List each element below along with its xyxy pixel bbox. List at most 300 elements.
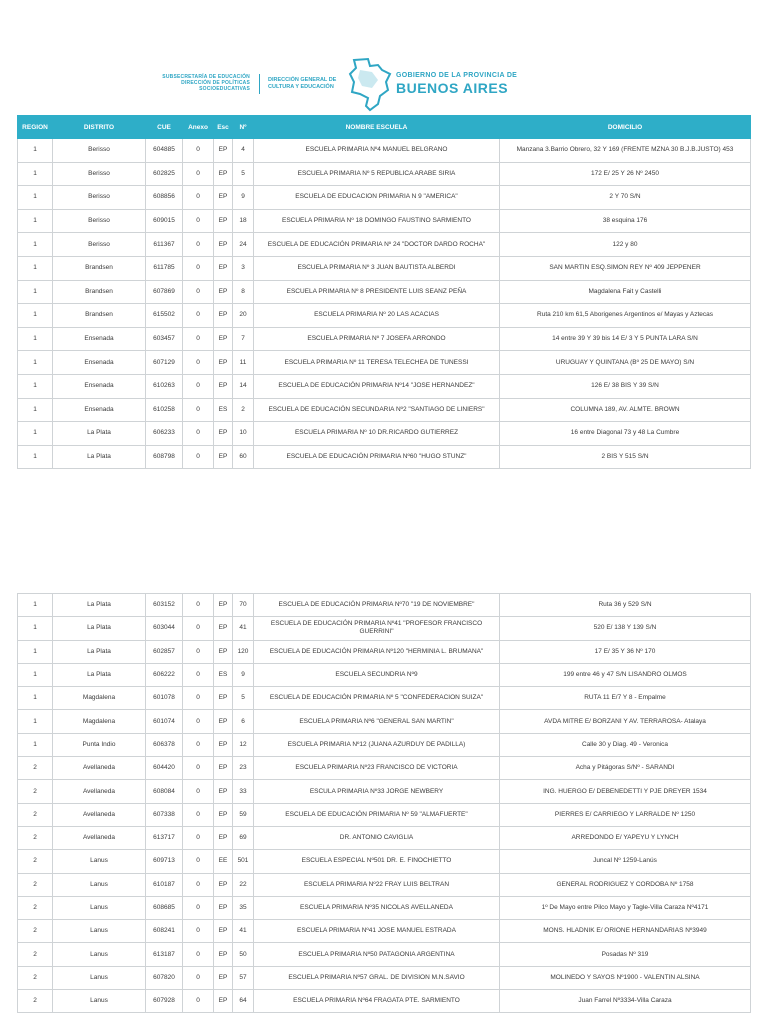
anexo-cell: 0: [183, 280, 214, 304]
numero-cell: 7: [233, 327, 254, 351]
table-row: [18, 850, 751, 873]
table-row: [18, 826, 751, 849]
numero-cell: 5: [233, 162, 254, 186]
cue-cell: 609015: [146, 209, 183, 233]
anexo-cell: 0: [183, 422, 214, 446]
domicilio-cell: URUGUAY Y QUINTANA (Bº 25 DE MAYO) S/N: [500, 351, 751, 375]
nombre-escuela-cell: ESCUELA DE EDUCACIÓN SECUNDARIA Nº2 "SANTIAGO DE LINIERS": [254, 398, 500, 422]
cue-cell: 615502: [146, 304, 183, 328]
table-row: [18, 398, 751, 422]
cue-cell: 610263: [146, 374, 183, 398]
table-header-row: [18, 116, 751, 139]
table-row: [18, 943, 751, 966]
esc-cell: EP: [214, 966, 233, 989]
nombre-escuela-cell: ESCUELA PRIMARIA Nº 5 REPUBLICA ARABE SIRIA: [254, 162, 500, 186]
domicilio-cell: Acha y Pitágoras S/Nº - SARANDI: [500, 757, 751, 780]
anexo-cell: 0: [183, 943, 214, 966]
anexo-cell: 0: [183, 304, 214, 328]
esc-cell: EP: [214, 826, 233, 849]
distrito-cell: Brandsen: [53, 256, 146, 280]
table-body-page-1: [18, 139, 751, 469]
table-row: [18, 803, 751, 826]
nombre-escuela-cell: ESCUELA DE EDUCACIÓN PRIMARIA Nº70 "19 DE NOVIEMBRE": [254, 594, 500, 617]
cue-cell: 606378: [146, 733, 183, 756]
region-cell: 1: [18, 233, 53, 257]
region-cell: 1: [18, 445, 53, 469]
numero-cell: 3: [233, 256, 254, 280]
region-cell: 1: [18, 374, 53, 398]
region-cell: 1: [18, 733, 53, 756]
distrito-cell: Avellaneda: [53, 780, 146, 803]
table-row: [18, 687, 751, 710]
numero-cell: 22: [233, 873, 254, 896]
esc-cell: EP: [214, 920, 233, 943]
subsecretaria-line: SUBSECRETARÍA DE EDUCACIÓN: [162, 74, 250, 80]
distrito-cell: Avellaneda: [53, 803, 146, 826]
domicilio-cell: 199 entre 46 y 47 S/N LISANDRO OLMOS: [500, 663, 751, 686]
cue-cell: 602857: [146, 640, 183, 663]
domicilio-cell: 17 E/ 35 Y 36 Nº 170: [500, 640, 751, 663]
domicilio-cell: GENERAL RODRIGUEZ Y CORDOBA Nº 1758: [500, 873, 751, 896]
region-cell: 1: [18, 687, 53, 710]
esc-cell: EP: [214, 990, 233, 1013]
distrito-cell: Lanus: [53, 873, 146, 896]
distrito-cell: Lanus: [53, 896, 146, 919]
region-cell: 1: [18, 327, 53, 351]
region-cell: 1: [18, 304, 53, 328]
table-row: [18, 780, 751, 803]
nombre-escuela-cell: ESCUELA DE EDUCACION PRIMARIA N 9 "AMERICA": [254, 186, 500, 210]
esc-cell: EP: [214, 780, 233, 803]
anexo-cell: 0: [183, 990, 214, 1013]
esc-cell: EP: [214, 139, 233, 163]
nombre-escuela-cell: ESCUELA PRIMARIA Nº57 GRAL. DE DIVISION M.N.SAVIO: [254, 966, 500, 989]
esc-cell: EP: [214, 233, 233, 257]
region-cell: 2: [18, 850, 53, 873]
region-cell: 1: [18, 594, 53, 617]
region-cell: 1: [18, 139, 53, 163]
region-cell: 2: [18, 826, 53, 849]
domicilio-cell: 2 BIS Y 515 S/N: [500, 445, 751, 469]
region-cell: 1: [18, 398, 53, 422]
cue-cell: 603457: [146, 327, 183, 351]
distrito-cell: Lanus: [53, 966, 146, 989]
table-row: [18, 733, 751, 756]
nombre-escuela-cell: ESCUELA PRIMARIA Nº50 PATAGONIA ARGENTINA: [254, 943, 500, 966]
domicilio-cell: RUTA 11 E/7 Y 8 - Empalme: [500, 687, 751, 710]
subsecretaria-line: DIRECCIÓN DE POLÍTICAS: [181, 80, 250, 86]
domicilio-cell: Juan Farrel Nº3334-Villa Caraza: [500, 990, 751, 1013]
nombre-escuela-cell: ESCUELA PRIMARIA Nº 10 DR.RICARDO GUTIERREZ: [254, 422, 500, 446]
cue-cell: 607928: [146, 990, 183, 1013]
domicilio-cell: MONS. HLADNIK E/ ORIONE HERNANDARIAS Nº3949: [500, 920, 751, 943]
anexo-cell: 0: [183, 351, 214, 375]
domicilio-cell: Magdalena Fait y Castelli: [500, 280, 751, 304]
gobierno-label: GOBIERNO DE LA PROVINCIA DE: [396, 72, 518, 79]
domicilio-cell: Juncal Nº 1259-Lanús: [500, 850, 751, 873]
nombre-escuela-cell: ESCUELA SECUNDRIA Nº9: [254, 663, 500, 686]
domicilio-cell: SAN MARTIN ESQ.SIMON REY Nº 409 JEPPENER: [500, 256, 751, 280]
nombre-escuela-cell: ESCUELA PRIMARIA Nº12 (JUANA AZURDUY DE PADILLA): [254, 733, 500, 756]
esc-cell: EP: [214, 710, 233, 733]
anexo-cell: 0: [183, 757, 214, 780]
table-row: [18, 445, 751, 469]
region-cell: 2: [18, 757, 53, 780]
domicilio-cell: ING. HUERGO E/ DEBENEDETTI Y PJE DREYER 1534: [500, 780, 751, 803]
column-header-domicilio: DOMICILIO: [500, 116, 751, 139]
anexo-cell: 0: [183, 162, 214, 186]
anexo-cell: 0: [183, 327, 214, 351]
distrito-cell: Lanus: [53, 990, 146, 1013]
esc-cell: EP: [214, 374, 233, 398]
nombre-escuela-cell: ESCUELA DE EDUCACIÓN PRIMARIA Nº 5 "CONFEDERACION SUIZA": [254, 687, 500, 710]
anexo-cell: 0: [183, 687, 214, 710]
numero-cell: 35: [233, 896, 254, 919]
anexo-cell: 0: [183, 139, 214, 163]
nombre-escuela-cell: ESCUELA PRIMARIA Nº6 "GENERAL SAN MARTIN": [254, 710, 500, 733]
anexo-cell: 0: [183, 445, 214, 469]
cue-cell: 611367: [146, 233, 183, 257]
domicilio-cell: Ruta 36 y 529 S/N: [500, 594, 751, 617]
anexo-cell: 0: [183, 780, 214, 803]
table-row: [18, 896, 751, 919]
distrito-cell: Ensenada: [53, 327, 146, 351]
distrito-cell: Berisso: [53, 233, 146, 257]
numero-cell: 120: [233, 640, 254, 663]
table-row: [18, 304, 751, 328]
distrito-cell: Magdalena: [53, 710, 146, 733]
anexo-cell: 0: [183, 640, 214, 663]
cue-cell: 608084: [146, 780, 183, 803]
esc-cell: EP: [214, 209, 233, 233]
esc-cell: EP: [214, 640, 233, 663]
cue-cell: 604885: [146, 139, 183, 163]
esc-cell: EP: [214, 422, 233, 446]
domicilio-cell: MOLINEDO Y SAYOS Nº1900 - VALENTIN ALSINA: [500, 966, 751, 989]
numero-cell: 33: [233, 780, 254, 803]
distrito-cell: Ensenada: [53, 374, 146, 398]
column-header-anexo: Anexo: [183, 116, 214, 139]
distrito-cell: La Plata: [53, 617, 146, 640]
distrito-cell: Magdalena: [53, 687, 146, 710]
domicilio-cell: 14 entre 39 Y 39 bis 14 E/ 3 Y 5 PUNTA LARA S/N: [500, 327, 751, 351]
esc-cell: EP: [214, 256, 233, 280]
distrito-cell: Avellaneda: [53, 826, 146, 849]
domicilio-cell: Manzana 3.Barrio Obrero, 32 Y 169 (FRENTE MZNA 30 B.J.B.JUSTO) 453: [500, 139, 751, 163]
numero-cell: 18: [233, 209, 254, 233]
province-map-icon: [348, 56, 392, 112]
table-row: [18, 594, 751, 617]
anexo-cell: 0: [183, 256, 214, 280]
esc-cell: EP: [214, 687, 233, 710]
nombre-escuela-cell: ESCUELA DE EDUCACIÓN PRIMARIA Nº14 "JOSE HERNANDEZ": [254, 374, 500, 398]
nombre-escuela-cell: ESCUELA DE EDUCACIÓN PRIMARIA Nº60 "HUGO STUNZ": [254, 445, 500, 469]
schools-table-page-1: [17, 115, 751, 469]
nombre-escuela-cell: ESCUELA PRIMARIA Nº64 FRAGATA PTE. SARMIENTO: [254, 990, 500, 1013]
table-row: [18, 757, 751, 780]
esc-cell: EP: [214, 162, 233, 186]
cue-cell: 608685: [146, 896, 183, 919]
nombre-escuela-cell: ESCUELA DE EDUCACIÓN PRIMARIA Nº120 "HERMINIA L. BRUMANA": [254, 640, 500, 663]
domicilio-cell: 122 y 80: [500, 233, 751, 257]
domicilio-cell: Calle 30 y Diag. 49 - Veronica: [500, 733, 751, 756]
region-cell: 1: [18, 422, 53, 446]
esc-cell: EE: [214, 850, 233, 873]
esc-cell: EP: [214, 803, 233, 826]
cue-cell: 603044: [146, 617, 183, 640]
region-cell: 1: [18, 256, 53, 280]
anexo-cell: 0: [183, 594, 214, 617]
region-cell: 1: [18, 162, 53, 186]
cue-cell: 603152: [146, 594, 183, 617]
table-row: [18, 209, 751, 233]
numero-cell: 23: [233, 757, 254, 780]
region-cell: 2: [18, 803, 53, 826]
anexo-cell: 0: [183, 374, 214, 398]
numero-cell: 24: [233, 233, 254, 257]
region-cell: 1: [18, 663, 53, 686]
distrito-cell: Berisso: [53, 139, 146, 163]
subsecretaria-line: SOCIOEDUCATIVAS: [199, 86, 250, 92]
domicilio-cell: Ruta 210 km 61,5 Aborigenes Argentinos e/ Mayas y Aztecas: [500, 304, 751, 328]
numero-cell: 64: [233, 990, 254, 1013]
domicilio-cell: PIERRES E/ CARRIEGO Y LARRALDE Nº 1250: [500, 803, 751, 826]
region-cell: 2: [18, 873, 53, 896]
anexo-cell: 0: [183, 398, 214, 422]
table-row: [18, 873, 751, 896]
cue-cell: 613187: [146, 943, 183, 966]
cue-cell: 607820: [146, 966, 183, 989]
nombre-escuela-cell: ESCUELA PRIMARIA Nº41 JOSE MANUEL ESTRADA: [254, 920, 500, 943]
domicilio-cell: 2 Y 70 S/N: [500, 186, 751, 210]
table-row: [18, 663, 751, 686]
numero-cell: 2: [233, 398, 254, 422]
nombre-escuela-cell: ESCUELA PRIMARIA Nº22 FRAY LUIS BELTRAN: [254, 873, 500, 896]
distrito-cell: Punta Indio: [53, 733, 146, 756]
distrito-cell: Berisso: [53, 209, 146, 233]
distrito-cell: Brandsen: [53, 304, 146, 328]
anexo-cell: 0: [183, 826, 214, 849]
table-row: [18, 351, 751, 375]
nombre-escuela-cell: ESCUELA PRIMARIA Nº4 MANUEL BELGRANO: [254, 139, 500, 163]
anexo-cell: 0: [183, 803, 214, 826]
esc-cell: EP: [214, 873, 233, 896]
esc-cell: EP: [214, 617, 233, 640]
column-header-distrito: DISTRITO: [53, 116, 146, 139]
region-cell: 2: [18, 943, 53, 966]
distrito-cell: La Plata: [53, 422, 146, 446]
column-header-esc: Esc: [214, 116, 233, 139]
numero-cell: 70: [233, 594, 254, 617]
column-header-region: REGION: [18, 116, 53, 139]
numero-cell: 8: [233, 280, 254, 304]
nombre-escuela-cell: ESCUELA DE EDUCACIÓN PRIMARIA Nº41 "PROFESOR FRANCISCO GUERRINI": [254, 617, 500, 640]
distrito-cell: La Plata: [53, 663, 146, 686]
esc-cell: EP: [214, 757, 233, 780]
numero-cell: 9: [233, 186, 254, 210]
anexo-cell: 0: [183, 733, 214, 756]
cue-cell: 610187: [146, 873, 183, 896]
distrito-cell: Ensenada: [53, 398, 146, 422]
esc-cell: EP: [214, 943, 233, 966]
distrito-cell: Avellaneda: [53, 757, 146, 780]
esc-cell: ES: [214, 663, 233, 686]
nombre-escuela-cell: ESCUELA PRIMARIA Nº 3 JUAN BAUTISTA ALBERDI: [254, 256, 500, 280]
esc-cell: EP: [214, 445, 233, 469]
esc-cell: EP: [214, 280, 233, 304]
nombre-escuela-cell: ESCUELA PRIMARIA Nº 11 TERESA TELECHEA DE TUNESSI: [254, 351, 500, 375]
table-row: [18, 422, 751, 446]
anexo-cell: 0: [183, 873, 214, 896]
domicilio-cell: 172 E/ 25 Y 26 Nº 2450: [500, 162, 751, 186]
cue-cell: 610258: [146, 398, 183, 422]
region-cell: 1: [18, 209, 53, 233]
cue-cell: 607869: [146, 280, 183, 304]
numero-cell: 41: [233, 920, 254, 943]
table-row: [18, 710, 751, 733]
distrito-cell: Lanus: [53, 920, 146, 943]
numero-cell: 4: [233, 139, 254, 163]
domicilio-cell: Posadas Nº 319: [500, 943, 751, 966]
distrito-cell: La Plata: [53, 445, 146, 469]
numero-cell: 20: [233, 304, 254, 328]
table-row: [18, 186, 751, 210]
nombre-escuela-cell: ESCUELA PRIMARIA Nº 18 DOMINGO FAUSTINO SARMIENTO: [254, 209, 500, 233]
distrito-cell: Lanus: [53, 943, 146, 966]
anexo-cell: 0: [183, 896, 214, 919]
numero-cell: 59: [233, 803, 254, 826]
anexo-cell: 0: [183, 850, 214, 873]
direccion-general-block: [268, 77, 348, 90]
distrito-cell: La Plata: [53, 594, 146, 617]
numero-cell: 501: [233, 850, 254, 873]
esc-cell: EP: [214, 351, 233, 375]
region-cell: 2: [18, 966, 53, 989]
direccion-line: CULTURA Y EDUCACIÓN: [268, 83, 334, 90]
nombre-escuela-cell: ESCUELA ESPECIAL Nº501 DR. E. FINOCHIETTO: [254, 850, 500, 873]
numero-cell: 14: [233, 374, 254, 398]
nombre-escuela-cell: ESCUELA PRIMARIA Nº 8 PRESIDENTE LUIS SEANZ PEÑA: [254, 280, 500, 304]
cue-cell: 601074: [146, 710, 183, 733]
domicilio-cell: ARREDONDO E/ YAPEYU Y LYNCH: [500, 826, 751, 849]
region-cell: 2: [18, 896, 53, 919]
region-cell: 1: [18, 640, 53, 663]
nombre-escuela-cell: ESCULA PRIMARIA Nº33 JORGE NEWBERY: [254, 780, 500, 803]
esc-cell: EP: [214, 186, 233, 210]
schools-table-page-2: [17, 593, 751, 1013]
anexo-cell: 0: [183, 209, 214, 233]
domicilio-cell: AVDA MITRE E/ BORZANI Y AV. TERRAROSA- Atalaya: [500, 710, 751, 733]
distrito-cell: Berisso: [53, 186, 146, 210]
table-body-page-2: [18, 594, 751, 1013]
table-row: [18, 640, 751, 663]
numero-cell: 60: [233, 445, 254, 469]
numero-cell: 9: [233, 663, 254, 686]
numero-cell: 10: [233, 422, 254, 446]
cue-cell: 613717: [146, 826, 183, 849]
distrito-cell: Berisso: [53, 162, 146, 186]
table-row: [18, 280, 751, 304]
anexo-cell: 0: [183, 233, 214, 257]
table-row: [18, 139, 751, 163]
cue-cell: 601078: [146, 687, 183, 710]
cue-cell: 604420: [146, 757, 183, 780]
domicilio-cell: 1º De Mayo entre Pilco Mayo y Tagle-Villa Caraza Nº4171: [500, 896, 751, 919]
distrito-cell: Ensenada: [53, 351, 146, 375]
anexo-cell: 0: [183, 710, 214, 733]
anexo-cell: 0: [183, 663, 214, 686]
subsecretaria-block: [140, 74, 250, 92]
column-header-numero: Nº: [233, 116, 254, 139]
anexo-cell: 0: [183, 966, 214, 989]
document-header: [0, 52, 768, 114]
direccion-line: DIRECCIÓN GENERAL DE: [268, 77, 337, 83]
nombre-escuela-cell: ESCUELA PRIMARIA Nº 20 LAS ACACIAS: [254, 304, 500, 328]
domicilio-cell: 16 entre Diagonal 73 y 48 La Cumbre: [500, 422, 751, 446]
domicilio-cell: 520 E/ 138 Y 139 S/N: [500, 617, 751, 640]
domicilio-cell: COLUMNA 189, AV. ALMTE. BROWN: [500, 398, 751, 422]
table-row: [18, 617, 751, 640]
esc-cell: EP: [214, 304, 233, 328]
esc-cell: EP: [214, 896, 233, 919]
header-divider: [259, 74, 260, 94]
distrito-cell: Lanus: [53, 850, 146, 873]
column-header-cue: CUE: [146, 116, 183, 139]
esc-cell: EP: [214, 594, 233, 617]
region-cell: 1: [18, 710, 53, 733]
cue-cell: 609713: [146, 850, 183, 873]
cue-cell: 611785: [146, 256, 183, 280]
region-cell: 2: [18, 990, 53, 1013]
numero-cell: 50: [233, 943, 254, 966]
numero-cell: 6: [233, 710, 254, 733]
domicilio-cell: 38 esquina 176: [500, 209, 751, 233]
region-cell: 2: [18, 920, 53, 943]
esc-cell: EP: [214, 733, 233, 756]
cue-cell: 606233: [146, 422, 183, 446]
anexo-cell: 0: [183, 920, 214, 943]
distrito-cell: La Plata: [53, 640, 146, 663]
nombre-escuela-cell: ESCUELA DE EDUCACIÓN PRIMARIA Nº 59 "ALMAFUERTE": [254, 803, 500, 826]
cue-cell: 602825: [146, 162, 183, 186]
nombre-escuela-cell: DR. ANTONIO CAVIGLIA: [254, 826, 500, 849]
cue-cell: 606222: [146, 663, 183, 686]
region-cell: 1: [18, 617, 53, 640]
cue-cell: 607338: [146, 803, 183, 826]
anexo-cell: 0: [183, 617, 214, 640]
region-cell: 2: [18, 780, 53, 803]
table-row: [18, 256, 751, 280]
table-row: [18, 966, 751, 989]
anexo-cell: 0: [183, 186, 214, 210]
region-cell: 1: [18, 186, 53, 210]
table-row: [18, 374, 751, 398]
nombre-escuela-cell: ESCUELA PRIMARIA Nº35 NICOLAS AVELLANEDA: [254, 896, 500, 919]
esc-cell: EP: [214, 327, 233, 351]
region-cell: 1: [18, 280, 53, 304]
table-row: [18, 233, 751, 257]
numero-cell: 69: [233, 826, 254, 849]
numero-cell: 5: [233, 687, 254, 710]
table-row: [18, 920, 751, 943]
esc-cell: ES: [214, 398, 233, 422]
nombre-escuela-cell: ESCUELA PRIMARIA Nº 7 JOSEFA ARRONDO: [254, 327, 500, 351]
cue-cell: 608798: [146, 445, 183, 469]
numero-cell: 11: [233, 351, 254, 375]
nombre-escuela-cell: ESCUELA DE EDUCACIÓN PRIMARIA Nº 24 "DOCTOR DARDO ROCHA": [254, 233, 500, 257]
provincia-logo-text: BUENOS AIRES: [396, 80, 509, 96]
cue-cell: 607129: [146, 351, 183, 375]
